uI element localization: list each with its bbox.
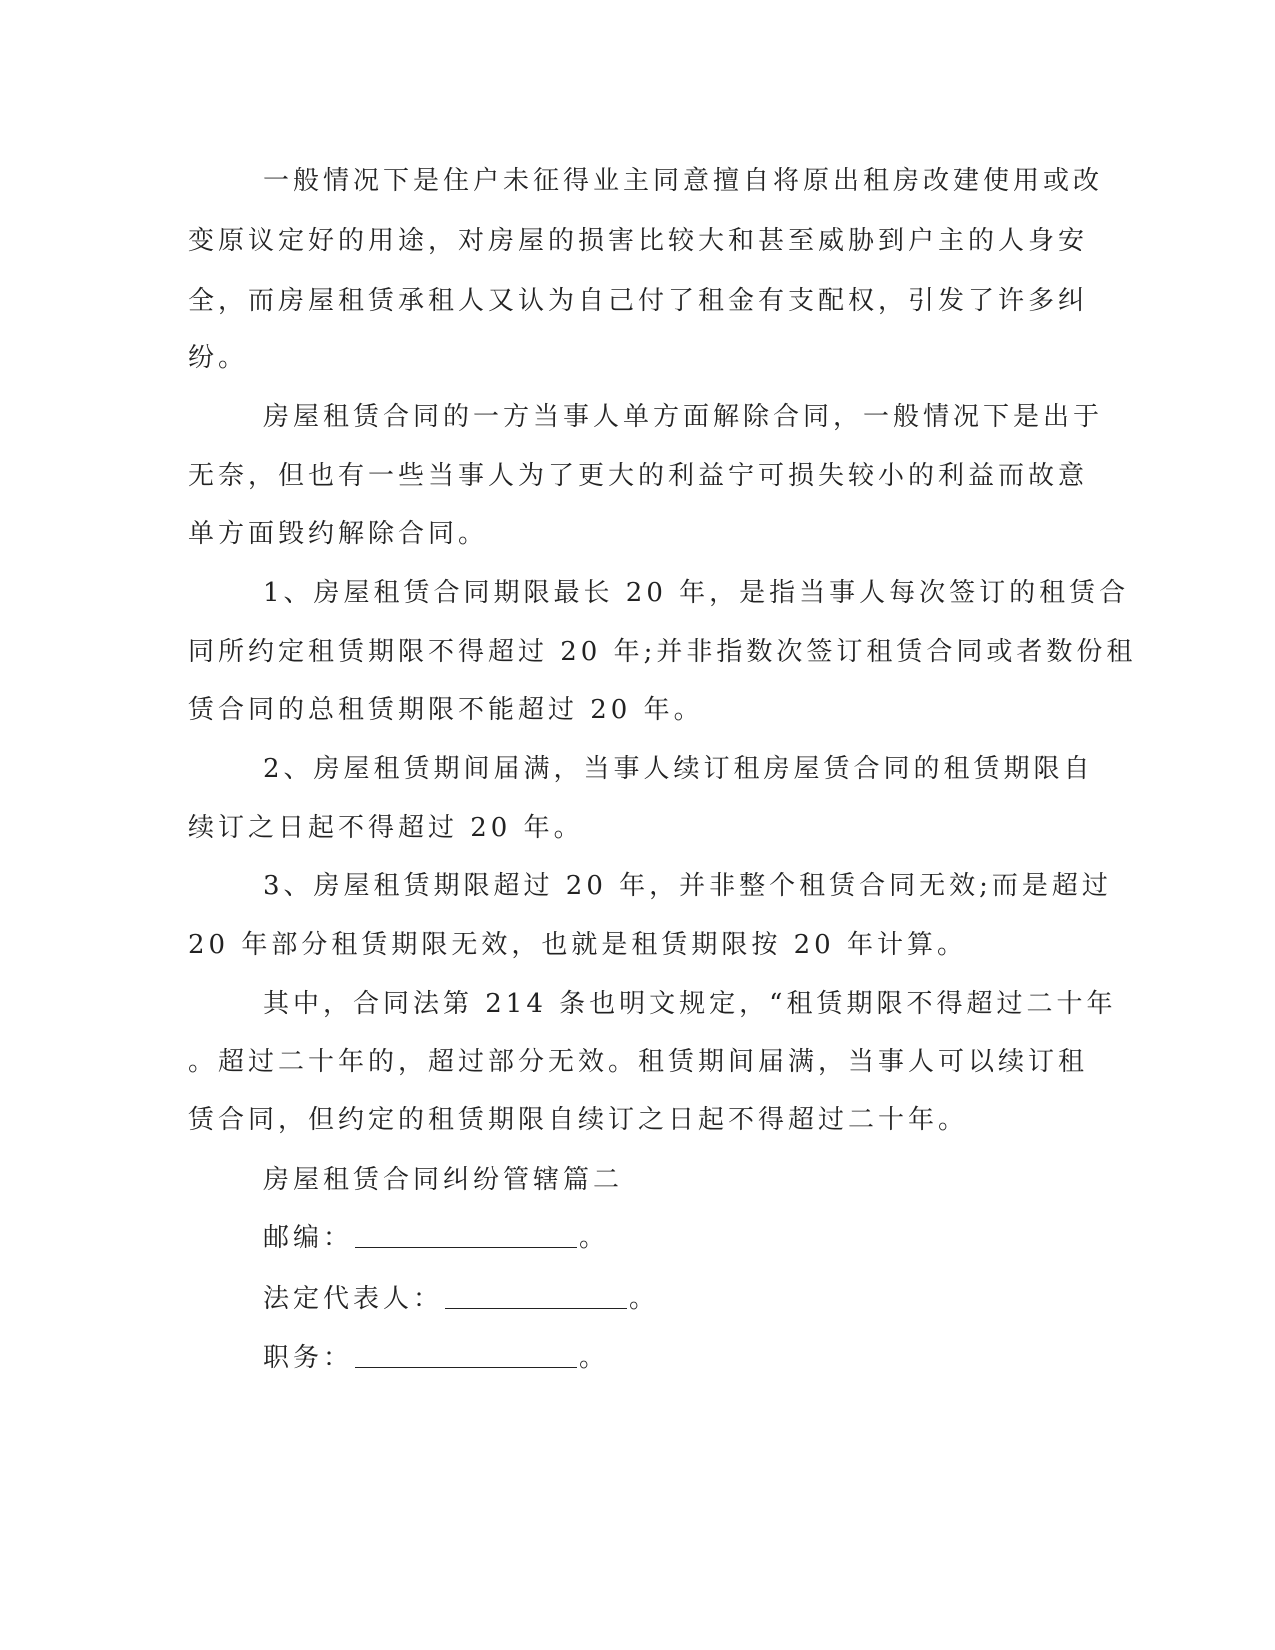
paragraph-5-line-2: 20 年部分租赁期限无效，也就是租赁期限按 20 年计算。 — [188, 930, 967, 960]
position-end: 。 — [579, 1343, 610, 1373]
legal-representative-label: 法定代表人： — [263, 1284, 444, 1314]
position-field — [263, 1338, 609, 1378]
postal-code-blank[interactable] — [355, 1221, 577, 1248]
paragraph-1-line-1: 一般情况下是住户未征得业主同意擅自将原出租房改建使用或改 — [263, 166, 1104, 196]
paragraph-4-line-1: 2、房屋租赁期间届满，当事人续订租房屋赁合同的租赁期限自 — [263, 754, 1094, 784]
paragraph-1-line-2: 变原议定好的用途，对房屋的损害比较大和甚至威胁到户主的人身安 — [188, 226, 1089, 256]
paragraph-4-line-2: 续订之日起不得超过 20 年。 — [188, 813, 584, 843]
paragraph-2-line-2: 无奈，但也有一些当事人为了更大的利益宁可损失较小的利益而故意 — [188, 461, 1089, 491]
paragraph-3-line-1: 1、房屋租赁合同期限最长 20 年，是指当事人每次签订的租赁合 — [263, 578, 1130, 608]
paragraph-6-line-2: 。超过二十年的，超过部分无效。租赁期间届满，当事人可以续订租 — [188, 1047, 1089, 1077]
position-blank[interactable] — [355, 1341, 577, 1368]
postal-code-label: 邮编： — [263, 1223, 354, 1253]
paragraph-1-line-3: 全，而房屋租赁承租人又认为自己付了租金有支配权，引发了许多纠 — [188, 286, 1089, 316]
postal-code-end: 。 — [579, 1223, 610, 1253]
legal-representative-field — [263, 1279, 659, 1319]
legal-representative-blank[interactable] — [445, 1282, 627, 1309]
section-heading: 房屋租赁合同纠纷管辖篇二 — [263, 1165, 624, 1195]
paragraph-6-line-3: 赁合同，但约定的租赁期限自续订之日起不得超过二十年。 — [188, 1105, 969, 1135]
paragraph-5-line-1: 3、房屋租赁期限超过 20 年，并非整个租赁合同无效;而是超过 — [263, 871, 1112, 901]
paragraph-1-line-4: 纷。 — [188, 343, 249, 373]
paragraph-3-line-3: 赁合同的总租赁期限不能超过 20 年。 — [188, 695, 704, 725]
paragraph-2-line-3: 单方面毁约解除合同。 — [188, 519, 489, 549]
paragraph-6-line-1: 其中，合同法第 214 条也明文规定，“租赁期限不得超过二十年 — [263, 989, 1117, 1019]
legal-representative-end: 。 — [629, 1284, 660, 1314]
paragraph-3-line-2: 同所约定租赁期限不得超过 20 年;并非指数次签订租赁合同或者数份租 — [188, 637, 1137, 667]
position-label: 职务： — [263, 1343, 354, 1373]
paragraph-2-line-1: 房屋租赁合同的一方当事人单方面解除合同，一般情况下是出于 — [263, 402, 1104, 432]
postal-code-field — [263, 1218, 609, 1258]
